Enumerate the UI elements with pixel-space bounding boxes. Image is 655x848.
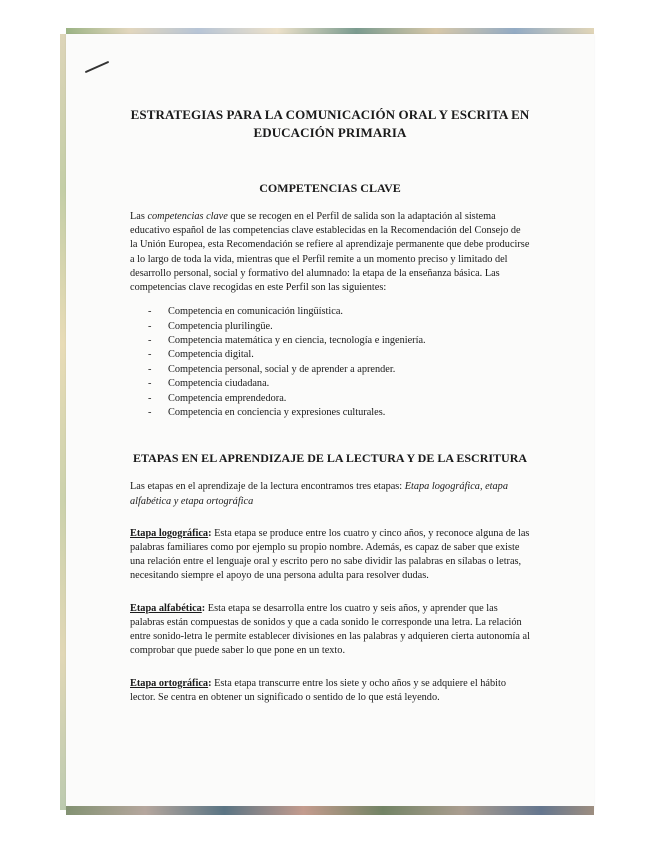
list-item [148,348,530,362]
etapa-colon: : [208,527,212,539]
etapa-text: Esta etapa se desarrolla entre los cuatro y seis años, y aprender que las palabras están compuestas de sonidos y que a cada sonido le corresponde una letra. La relación entre sonido-letra le permite establecer divisiones en las palabras y adquieren cierta autonomía al comprobar que puede saber lo que pone en un texto. [130,602,530,657]
bullet-dash: - [148,306,152,318]
bullet-dash: - [148,363,152,375]
list-item-text: Competencia en conciencia y expresiones culturales. [168,407,386,419]
list-item [148,334,530,348]
etapa-label: Etapa ortográfica [130,677,209,689]
bullet-dash: - [148,349,152,361]
list-item [148,406,530,420]
list-item-text: Competencia en comunicación lingüística. [168,306,343,318]
list-item-text: Competencia plurilingüe. [168,320,273,332]
etapas-intro-paragraph [130,480,530,508]
competencias-intro-rest: que se recogen en el Perfil de salida son la adaptación al sistema educativo español de las competencias clave establecidas en la Recomendación del Consejo de la Unión Europea, esta Recomendación se refiere al aprendizaje permanente que debe producirse a lo largo de toda la vida, mientras que el Perfil remite a un momento preciso y limitado del desarrollo personal, social y formativo del alumnado: la etapa de la enseñanza básica. Las competencias clave recogidas en este Perfil son las siguientes: [130,211,530,294]
etapa-ortografica-paragraph [130,677,530,705]
bullet-dash: - [148,407,152,419]
competencias-intro-start: Las [130,211,148,222]
etapa-text: Esta etapa transcurre entre los siete y ocho años y se adquiere el hábito lector. Se centra en obtener un significado o sentido de lo que está leyendo. [130,677,507,703]
document-title [130,106,530,142]
etapa-colon: : [208,677,212,689]
competencias-intro-paragraph [130,210,530,295]
list-item [148,392,530,406]
list-item-text: Competencia ciudadana. [168,378,270,390]
etapa-label: Etapa logográfica [130,527,209,539]
etapa-text: Esta etapa se produce entre los cuatro y cinco años, y reconoce alguna de las palabras familiares como por ejemplo su propio nombre. Además, es capaz de saber que existe una relación entre el lenguaje oral y escrito pero no sabe dividir las palabras en sílabas o letras, necesitando siempre el apoyo de una persona adulta para resolver dudas. [130,527,530,582]
competencias-intro-italic: competencias clave [147,211,228,222]
etapa-label: Etapa alfabética [130,602,202,614]
list-item [148,320,530,334]
list-item-text: Competencia emprendedora. [168,392,287,404]
bullet-dash: - [148,392,152,404]
bullet-dash: - [148,320,152,332]
title-line-2: EDUCACIÓN PRIMARIA [253,125,407,140]
scan-edge-bottom [66,806,594,815]
etapas-intro-start: Las etapas en el aprendizaje de la lectura encontramos tres etapas: [130,481,405,493]
bullet-dash: - [148,335,152,347]
list-item-text: Competencia matemática y en ciencia, tecnología e ingeniería. [168,335,426,347]
list-item [148,377,530,391]
bullet-dash: - [148,378,152,390]
document-content [130,106,530,705]
etapa-alfabetica-paragraph [130,602,530,659]
competencias-list [148,305,530,420]
section-heading-competencias: COMPETENCIAS CLAVE [259,181,401,195]
title-line-1: ESTRATEGIAS PARA LA COMUNICACIÓN ORAL Y ESCRITA EN [130,107,530,122]
list-item-text: Competencia digital. [168,349,254,361]
etapas-intro-italic: Etapa logográfica, etapa alfabética y etapa ortográfica [130,481,508,507]
list-item [148,363,530,377]
section-heading-etapas: ETAPAS EN EL APRENDIZAJE DE LA LECTURA Y DE LA ESCRITURA [132,451,528,466]
etapa-logografica-paragraph [130,527,530,584]
etapa-colon: : [201,602,206,614]
list-item-text: Competencia personal, social y de aprender a aprender. [168,363,396,375]
list-item [148,305,530,319]
